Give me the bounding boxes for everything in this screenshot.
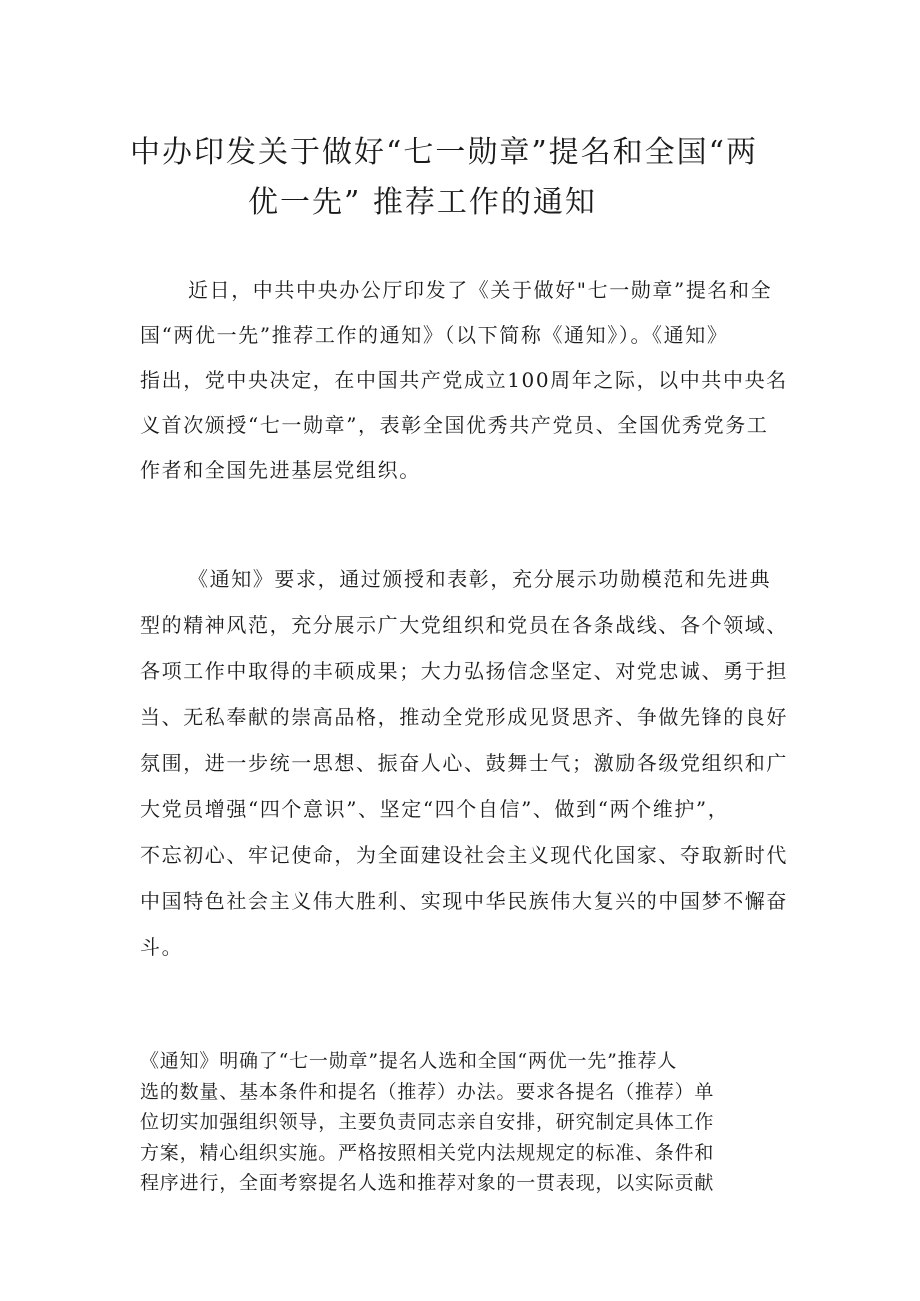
paragraph-line: 国“两优一先”推荐工作的通知》（以下简称《通知》）。《通知》 xyxy=(140,323,729,347)
paragraph-line: 作者和全国先进基层党组织。 xyxy=(140,458,421,482)
paragraph-line: 各项工作中取得的丰硕成果；大力弘扬信念坚定、对党忠诚、勇于担 xyxy=(140,659,788,683)
document-title xyxy=(130,128,810,228)
paragraph-line: 义首次颁授“七一勋章”，表彰全国优秀共产党员、全国优秀党务工 xyxy=(140,413,769,437)
paragraph-2 xyxy=(140,556,800,970)
paragraph-line: 选的数量、基本条件和提名（推荐）办法。要求各提名（推荐）单 xyxy=(140,1080,715,1103)
paragraph-line: 程序进行，全面考察提名人选和推荐对象的一贯表现，以实际贡献 xyxy=(140,1172,715,1194)
title-line: 优一先” 推荐工作的通知 xyxy=(248,185,597,220)
paragraph-line: 指出，党中央决定，在中国共产党成立100周年之际，以中共中央名 xyxy=(140,368,788,392)
paragraph-line: 大党员增强“四个意识”、坚定“四个自信”、做到“两个维护”， xyxy=(140,797,730,821)
paragraph-line: 斗。 xyxy=(140,935,184,959)
paragraph-line: 近日，中共中央办公厅印发了《关于做好"七一勋章”提名和全 xyxy=(188,278,773,302)
paragraph-line: 方案，精心组织实施。严格按照相关党内法规规定的标准、条件和 xyxy=(140,1141,715,1164)
paragraph-line: 当、无私奉献的崇高品格，推动全党形成见贤思齐、争做先锋的良好 xyxy=(140,705,788,729)
paragraph-line: 氛围，进一步统一思想、振奋人心、鼓舞士气；激励各级党组织和广 xyxy=(140,751,788,775)
paragraph-1 xyxy=(140,268,800,493)
paragraph-line: 不忘初心、牢记使命，为全面建设社会主义现代化国家、夺取新时代 xyxy=(140,843,788,867)
paragraph-line: 中国特色社会主义伟大胜利、实现中华民族伟大复兴的中国梦不懈奋 xyxy=(140,889,788,913)
paragraph-line: 位切实加强组织领导，主要负责同志亲自安排，研究制定具体工作 xyxy=(140,1111,715,1133)
paragraph-line: 《通知》明确了“七一勋章”提名人选和全国“两优一先”推荐人 xyxy=(140,1050,678,1072)
title-line: 中办印发关于做好“七一勋章”提名和全国“两 xyxy=(130,135,759,170)
paragraph-3 xyxy=(140,1046,800,1199)
paragraph-line: 型的精神风范，充分展示广大党组织和党员在各条战线、各个领域、 xyxy=(140,613,788,637)
paragraph-line: 《通知》要求，通过颁授和表彰，充分展示功勋模范和先进典 xyxy=(188,567,772,591)
